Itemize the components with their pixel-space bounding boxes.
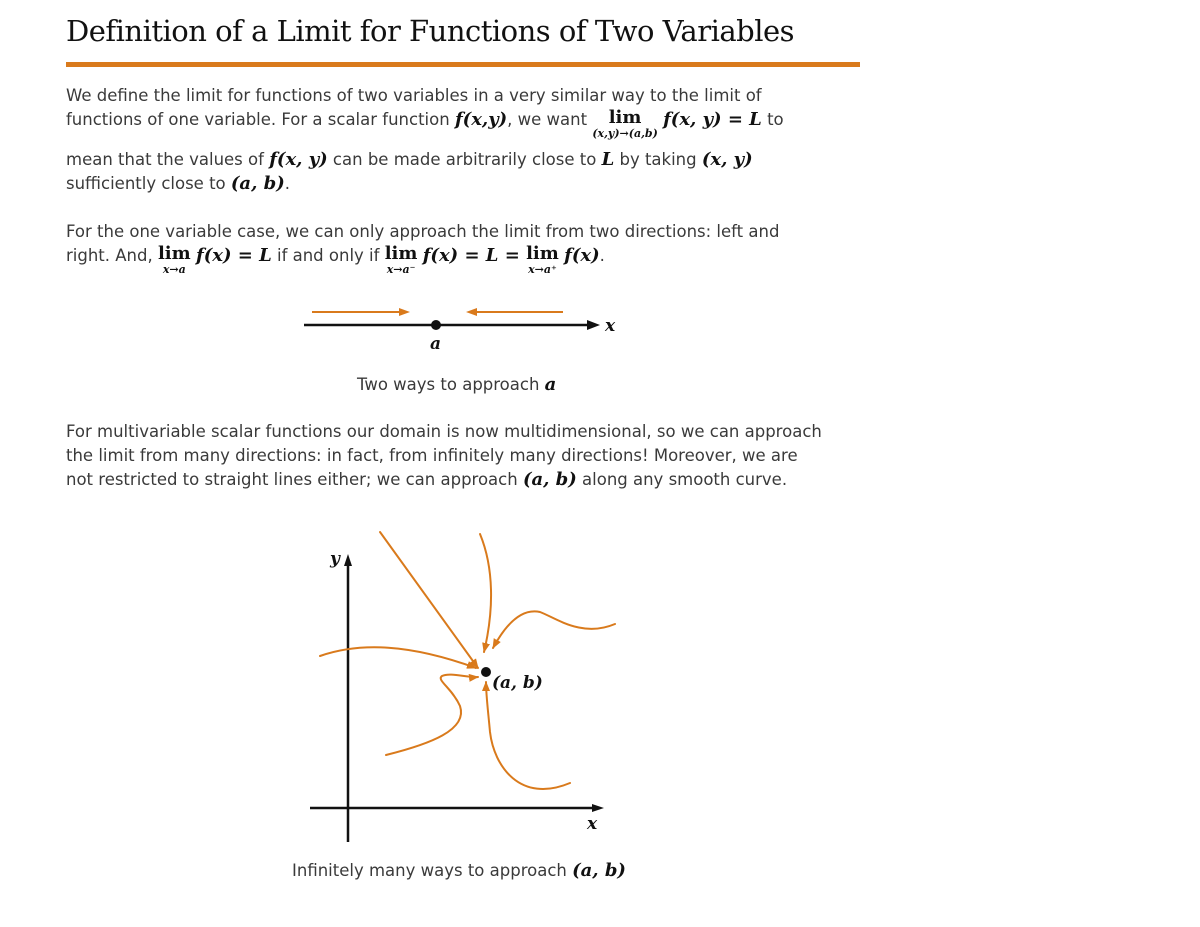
axis-arrowhead xyxy=(587,320,600,330)
text: . xyxy=(284,174,290,193)
point-ab xyxy=(481,667,491,677)
paragraph-multivariable-line1 xyxy=(66,420,822,444)
lim-word: lim xyxy=(608,107,642,128)
approach-arrowhead-right xyxy=(466,308,477,316)
approach-path-from-left xyxy=(320,647,476,668)
text: For multivariable scalar functions our domain is now multidimensional, so we can approach xyxy=(66,422,822,441)
math-ab: (a, b) xyxy=(522,469,577,490)
text: right. And, xyxy=(66,246,158,265)
caption-text: Two ways to approach xyxy=(357,375,545,394)
text: can be made arbitrarily close to xyxy=(327,150,602,169)
math-expression: f(x) = L xyxy=(195,245,272,266)
point-a xyxy=(431,320,441,330)
lim-subscript: x→a⁺ xyxy=(528,263,557,276)
paragraph-definition-line3 xyxy=(66,148,753,172)
text: For the one variable case, we can only approach the limit from two directions: left and xyxy=(66,222,780,241)
lim-word: lim xyxy=(157,243,191,264)
caption-math-ab: (a, b) xyxy=(572,860,626,881)
math-L: L xyxy=(601,149,615,170)
lim-subscript: x→a xyxy=(162,263,186,276)
math-expression: f(x) xyxy=(564,245,600,266)
math-xy: (x, y) xyxy=(701,149,753,170)
text: along any smooth curve. xyxy=(576,470,788,489)
limit-notation xyxy=(592,109,657,139)
y-axis-arrowhead xyxy=(344,554,352,566)
limit-notation-right xyxy=(526,245,559,275)
multivariable-approach-figure xyxy=(300,520,630,850)
approach-path-from-upper-right xyxy=(493,611,615,648)
y-axis-label: y xyxy=(330,549,340,569)
lim-subscript: (x,y)→(a,b) xyxy=(592,127,658,140)
paragraph-definition-line2 xyxy=(66,108,784,138)
paragraph-one-variable-line2 xyxy=(66,244,605,274)
paragraph-multivariable-line2 xyxy=(66,444,798,468)
text: mean that the values of xyxy=(66,150,270,169)
limit-notation-left xyxy=(385,245,418,275)
lim-subscript: x→a⁻ xyxy=(386,263,416,276)
point-label-ab: (a, b) xyxy=(492,673,543,693)
text: . xyxy=(599,246,605,265)
text: to xyxy=(761,110,784,129)
paragraph-definition-line1 xyxy=(66,84,762,108)
figure-caption-one-variable xyxy=(357,374,556,395)
text: , we want xyxy=(507,110,593,129)
x-axis-label: x xyxy=(587,814,598,834)
text: functions of one variable. For a scalar function xyxy=(66,110,455,129)
text: by taking xyxy=(614,150,702,169)
paragraph-multivariable-line3 xyxy=(66,468,787,492)
approach-arrowhead-left xyxy=(399,308,410,316)
figure-caption-multivariable xyxy=(292,860,626,881)
math-limit-expression: f(x, y) = L xyxy=(663,109,762,130)
limit-notation xyxy=(158,245,191,275)
axis-label-x: x xyxy=(605,316,616,336)
approach-path-from-top xyxy=(480,534,491,652)
text: if and only if xyxy=(271,246,385,265)
paragraph-one-variable-line1 xyxy=(66,220,779,244)
paragraph-definition-line4 xyxy=(66,172,290,196)
caption-math-a: a xyxy=(544,374,557,395)
text: We define the limit for functions of two variables in a very similar way to the limit of xyxy=(66,86,762,105)
math-expression: f(x) = L = xyxy=(422,245,527,266)
point-label-a: a xyxy=(430,334,442,354)
title-underline xyxy=(66,62,860,67)
text: sufficiently close to xyxy=(66,174,231,193)
text: the limit from many directions: in fact, from infinitely many directions! Moreover, we are xyxy=(66,446,798,465)
number-line-figure xyxy=(300,300,630,360)
caption-text: Infinitely many ways to approach xyxy=(292,861,573,880)
text: not restricted to straight lines either; we can approach xyxy=(66,470,523,489)
x-axis-arrowhead xyxy=(592,804,604,812)
approach-path-s-curve xyxy=(386,675,478,755)
lim-word: lim xyxy=(526,243,559,264)
math-ab: (a, b) xyxy=(230,173,285,194)
math-f-xy: f(x,y) xyxy=(454,109,508,130)
page-title: Definition of a Limit for Functions of Two Variables xyxy=(66,14,795,48)
math-f-xy: f(x, y) xyxy=(269,149,328,170)
lim-word: lim xyxy=(384,243,418,264)
approach-path-from-below xyxy=(486,682,570,789)
